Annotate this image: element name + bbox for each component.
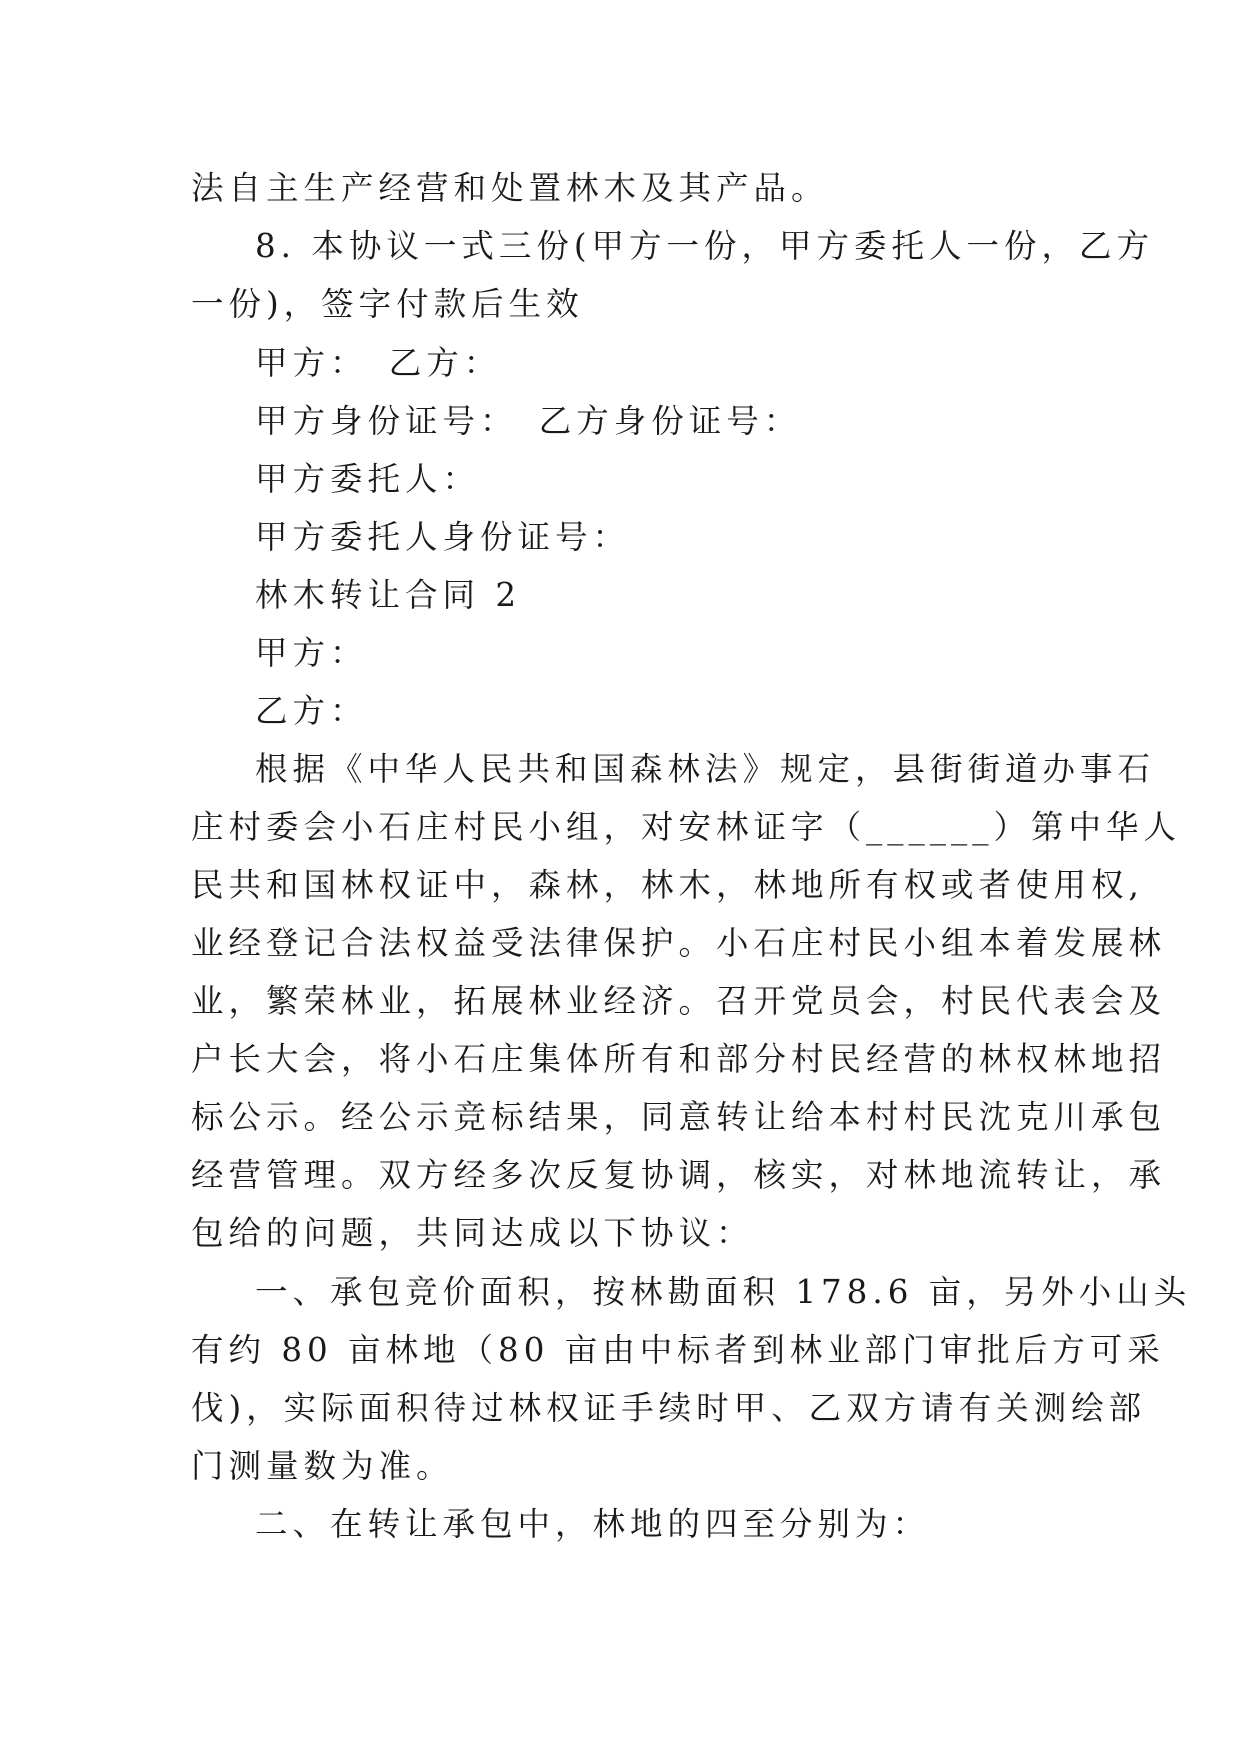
signature-line: 甲方： 乙方： bbox=[255, 344, 502, 382]
paragraph-line: 门测量数为准。 bbox=[191, 1447, 454, 1485]
document-title: 林木转让合同 2 bbox=[255, 576, 522, 614]
paragraph-line: 户长大会，将小石庄集体所有和部分村民经营的林权林地招 bbox=[191, 1040, 1167, 1078]
paragraph-line: 一份)，签字付款后生效 bbox=[191, 285, 584, 323]
signature-line: 甲方委托人身份证号： bbox=[255, 518, 631, 556]
signature-line: 甲方委托人： bbox=[255, 460, 481, 498]
party-line: 甲方： bbox=[255, 634, 368, 672]
paragraph-line: 业，繁荣林业，拓展林业经济。召开党员会，村民代表会及 bbox=[191, 982, 1167, 1020]
paragraph-line: 8. 本协议一式三份(甲方一份，甲方委托人一份，乙方 bbox=[255, 227, 1155, 265]
paragraph-line: 业经登记合法权益受法律保护。小石庄村民小组本着发展林 bbox=[191, 924, 1167, 962]
paragraph-line: 包给的问题，共同达成以下协议： bbox=[191, 1214, 754, 1252]
signature-line: 甲方身份证号： 乙方身份证号： bbox=[255, 402, 802, 440]
paragraph-line: 民共和国林权证中，森林，林木，林地所有权或者使用权, bbox=[191, 866, 1144, 904]
paragraph-line: 庄村委会小石庄村民小组，对安林证字（______）第中华人 bbox=[191, 808, 1182, 846]
paragraph-line: 法自主生产经营和处置林木及其产品。 bbox=[191, 169, 829, 207]
paragraph-line: 标公示。经公示竞标结果，同意转让给本村村民沈克川承包 bbox=[191, 1098, 1167, 1136]
party-line: 乙方： bbox=[255, 692, 368, 730]
paragraph-line: 经营管理。双方经多次反复协调，核实，对林地流转让，承 bbox=[191, 1156, 1167, 1194]
paragraph-line: 根据《中华人民共和国森林法》规定，县街街道办事石 bbox=[255, 750, 1156, 788]
paragraph-line: 伐)，实际面积待过林权证手续时甲、乙双方请有关测绘部 bbox=[191, 1389, 1147, 1427]
paragraph-line: 二、在转让承包中，林地的四至分别为： bbox=[255, 1505, 931, 1543]
paragraph-line: 一、承包竞价面积，按林勘面积 178.6 亩，另外小山头 bbox=[255, 1273, 1192, 1311]
paragraph-line: 有约 80 亩林地（80 亩由中标者到林业部门审批后方可采 bbox=[191, 1331, 1165, 1369]
